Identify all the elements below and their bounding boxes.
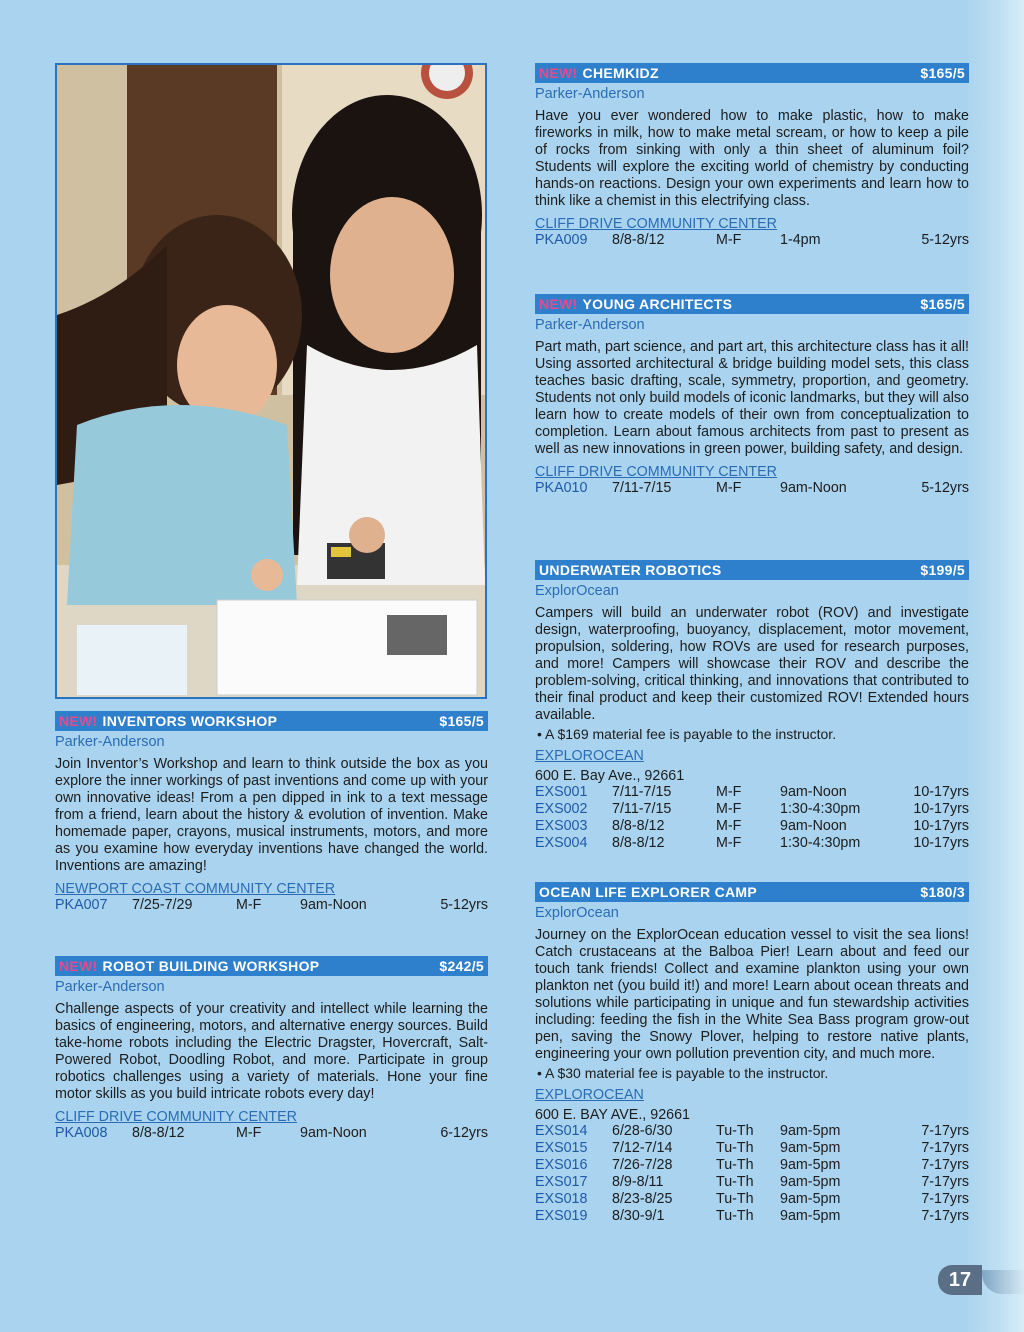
location-address: 600 E. BAY AVE., 92661 <box>535 1107 690 1123</box>
session-days: M-F <box>716 480 742 496</box>
course-chemkidz <box>535 63 969 294</box>
course-title: ROBOT BUILDING WORKSHOP <box>102 958 320 974</box>
session-ages: 10-17yrs <box>913 818 969 834</box>
session-time: 9am-Noon <box>780 784 847 800</box>
hero-photo <box>55 63 487 699</box>
course-header-bar <box>535 560 969 580</box>
course-description: Join Inventor’s Workshop and learn to think outside the box as you explore the inner workings of past inventions and come up with your own innovative ideas! From a pen dipped in ink to a text message from a friend, learn about the history & evolution of invention. Make homemade paper, crayons, musical instruments, motors, and more as you examine how everyday inventions have changed the world. Inventions are amazing! <box>55 756 488 874</box>
session-dates: 7/11-7/15 <box>612 480 672 496</box>
course-title: UNDERWATER ROBOTICS <box>539 562 722 578</box>
course-ocean-life-explorer-camp <box>535 882 969 1225</box>
course-description: Challenge aspects of your creativity and intellect while learning the basics of engineering, motors, and alternative energy sources. Build take-home robots including the Electric Dragster, Hovercraft, Salt-Powered Robot, Doodling Robot, and more. Participate in group robotics challenges using a variety of materials. Hone your fine motor skills as you build intricate robots every day! <box>55 1001 488 1102</box>
session-ages: 7-17yrs <box>921 1123 969 1139</box>
session-ages: 5-12yrs <box>921 232 969 248</box>
course-header-bar <box>55 956 488 976</box>
course-title: YOUNG ARCHITECTS <box>582 296 733 312</box>
session-ages: 7-17yrs <box>921 1174 969 1190</box>
session-ages: 10-17yrs <box>913 801 969 817</box>
session-code[interactable]: PKA007 <box>55 897 108 913</box>
session-dates: 8/8-8/12 <box>612 818 665 834</box>
session-row <box>535 801 969 818</box>
course-price: $165/5 <box>920 65 965 81</box>
session-ages: 5-12yrs <box>440 897 488 913</box>
session-row <box>535 784 969 801</box>
session-dates: 8/8-8/12 <box>612 232 665 248</box>
session-code[interactable]: EXS004 <box>535 835 588 851</box>
session-dates: 6/28-6/30 <box>612 1123 673 1139</box>
session-time: 9am-5pm <box>780 1157 841 1173</box>
course-price: $199/5 <box>920 562 965 578</box>
session-days: M-F <box>716 232 742 248</box>
left-column <box>55 711 488 1142</box>
location-link[interactable]: EXPLOROCEAN <box>535 1087 644 1103</box>
material-fee-note: • A $169 material fee is payable to the instructor. <box>537 726 837 742</box>
session-days: M-F <box>716 801 742 817</box>
course-description: Part math, part science, and part art, this architecture class has it all! Using assorted architectural & bridge building model sets, this class teaches basic drafting, scale, symmetry, proportion, and geometry. Students not only build models of iconic landmarks, but they will also learn how to create models of their own from conceptualization to completion. Learn about famous architects from past to present as well as new innovations in green power, building safety, and design. <box>535 339 969 457</box>
session-code[interactable]: EXS015 <box>535 1140 588 1156</box>
session-row <box>535 1191 969 1208</box>
session-row <box>535 835 969 852</box>
session-table <box>55 1125 488 1142</box>
new-label: NEW! <box>59 713 98 729</box>
session-code[interactable]: EXS017 <box>535 1174 588 1190</box>
session-ages: 7-17yrs <box>921 1157 969 1173</box>
course-title: OCEAN LIFE EXPLORER CAMP <box>539 884 757 900</box>
course-provider: Parker-Anderson <box>55 734 165 750</box>
course-title-group <box>539 65 659 81</box>
session-table <box>535 1123 969 1225</box>
session-row <box>535 480 969 497</box>
session-code[interactable]: EXS019 <box>535 1208 588 1224</box>
session-time: 9am-Noon <box>300 1125 367 1141</box>
session-dates: 7/11-7/15 <box>612 801 672 817</box>
session-time: 9am-5pm <box>780 1140 841 1156</box>
course-description: Journey on the ExplorOcean education vessel to visit the sea lions! Catch crustaceans at the Balboa Pier! Learn about and feed our touch tank friends! Collect and examine plankton using your own plankton net (you build it!) and more! Learn about ocean threats and solutions while participating in unique and fun stewardship activities including: feeding the fish in the White Sea Bass program grow-out pen, saving the Snowy Plover, helping to restore native plants, engineering your own pollution prevention city, and much more. <box>535 927 969 1062</box>
session-time: 1:30-4:30pm <box>780 835 861 851</box>
session-days: Tu-Th <box>716 1208 754 1224</box>
course-price: $242/5 <box>439 958 484 974</box>
background-wave <box>964 0 1024 1332</box>
session-code[interactable]: EXS018 <box>535 1191 588 1207</box>
session-time: 1:30-4:30pm <box>780 801 861 817</box>
session-row <box>535 818 969 835</box>
session-days: M-F <box>236 1125 262 1141</box>
location-address: 600 E. Bay Ave., 92661 <box>535 768 685 784</box>
course-title: INVENTORS WORKSHOP <box>102 713 278 729</box>
session-days: M-F <box>716 818 742 834</box>
course-description: Campers will build an underwater robot (ROV) and investigate design, waterproofing, buoyancy, displacement, motor movement, propulsion, soldering, how ROVs are used for research purposes, and more! Campers will showcase their ROV and describe the problem-solving, critical thinking, and innovations that contributed to their final product and keep their customized ROV! Extended hours available. <box>535 605 969 723</box>
course-provider: ExplorOcean <box>535 583 619 599</box>
course-provider: Parker-Anderson <box>535 86 645 102</box>
session-row <box>55 1125 488 1142</box>
session-dates: 7/26-7/28 <box>612 1157 673 1173</box>
course-header-bar <box>55 711 488 731</box>
session-table <box>55 897 488 914</box>
session-row <box>535 1174 969 1191</box>
session-row <box>535 1123 969 1140</box>
course-title-group <box>59 713 277 729</box>
session-time: 9am-Noon <box>780 480 847 496</box>
session-time: 9am-5pm <box>780 1123 841 1139</box>
session-ages: 7-17yrs <box>921 1191 969 1207</box>
course-robot-building-workshop <box>55 956 488 1142</box>
location-link[interactable]: CLIFF DRIVE COMMUNITY CENTER <box>535 216 777 232</box>
session-row <box>535 1157 969 1174</box>
course-title-group <box>539 296 732 312</box>
session-ages: 10-17yrs <box>913 835 969 851</box>
session-dates: 8/9-8/11 <box>612 1174 664 1190</box>
material-fee-note: • A $30 material fee is payable to the instructor. <box>537 1065 829 1081</box>
session-days: Tu-Th <box>716 1123 754 1139</box>
session-days: M-F <box>716 835 742 851</box>
course-title-group <box>59 958 319 974</box>
session-dates: 8/23-8/25 <box>612 1191 673 1207</box>
new-label: NEW! <box>539 296 578 312</box>
course-header-bar <box>535 63 969 83</box>
session-code[interactable]: EXS016 <box>535 1157 588 1173</box>
session-code[interactable]: EXS014 <box>535 1123 588 1139</box>
session-days: Tu-Th <box>716 1191 754 1207</box>
session-ages: 5-12yrs <box>921 480 969 496</box>
session-code[interactable]: EXS002 <box>535 801 588 817</box>
session-code[interactable]: PKA010 <box>535 480 588 496</box>
course-header-bar <box>535 294 969 314</box>
session-ages: 7-17yrs <box>921 1140 969 1156</box>
session-time: 9am-Noon <box>780 818 847 834</box>
session-table <box>535 232 969 249</box>
session-row <box>535 1140 969 1157</box>
page-number: 17 <box>938 1265 982 1295</box>
course-title: CHEMKIDZ <box>582 65 659 81</box>
session-code[interactable]: PKA009 <box>535 232 588 248</box>
session-dates: 8/8-8/12 <box>612 835 665 851</box>
session-ages: 6-12yrs <box>440 1125 488 1141</box>
course-inventors-workshop <box>55 711 488 956</box>
session-code[interactable]: PKA008 <box>55 1125 108 1141</box>
session-time: 9am-5pm <box>780 1174 841 1190</box>
session-row <box>535 1208 969 1225</box>
course-provider: Parker-Anderson <box>535 317 645 333</box>
session-dates: 8/30-9/1 <box>612 1208 665 1224</box>
course-price: $180/3 <box>920 884 965 900</box>
session-dates: 7/25-7/29 <box>132 897 193 913</box>
session-ages: 10-17yrs <box>913 784 969 800</box>
course-provider: Parker-Anderson <box>55 979 165 995</box>
session-time: 9am-Noon <box>300 897 367 913</box>
new-label: NEW! <box>59 958 98 974</box>
location-link[interactable]: NEWPORT COAST COMMUNITY CENTER <box>55 881 336 897</box>
session-ages: 7-17yrs <box>921 1208 969 1224</box>
session-days: M-F <box>236 897 262 913</box>
session-row <box>55 897 488 914</box>
session-days: Tu-Th <box>716 1157 754 1173</box>
session-dates: 7/12-7/14 <box>612 1140 673 1156</box>
course-header-bar <box>535 882 969 902</box>
new-label: NEW! <box>539 65 578 81</box>
session-time: 9am-5pm <box>780 1191 841 1207</box>
session-code[interactable]: EXS001 <box>535 784 588 800</box>
course-underwater-robotics <box>535 560 969 882</box>
session-dates: 8/8-8/12 <box>132 1125 185 1141</box>
session-days: Tu-Th <box>716 1140 754 1156</box>
course-provider: ExplorOcean <box>535 905 619 921</box>
location-link[interactable]: CLIFF DRIVE COMMUNITY CENTER <box>55 1109 297 1125</box>
right-column <box>535 63 969 1225</box>
location-link[interactable]: EXPLOROCEAN <box>535 748 644 764</box>
session-days: Tu-Th <box>716 1174 754 1190</box>
course-price: $165/5 <box>920 296 965 312</box>
session-days: M-F <box>716 784 742 800</box>
session-table <box>535 480 969 497</box>
session-time: 9am-5pm <box>780 1208 841 1224</box>
course-description: Have you ever wondered how to make plastic, how to make fireworks in milk, how to make metal scream, or how to keep a pile of rocks from sinking with only a thin sheet of aluminum foil? Students will explore the exciting world of chemistry by conducting hands-on reactions. Design your own experiments and learn how to think like a chemist in this electrifying class. <box>535 108 969 209</box>
session-code[interactable]: EXS003 <box>535 818 588 834</box>
session-time: 1-4pm <box>780 232 821 248</box>
session-dates: 7/11-7/15 <box>612 784 672 800</box>
course-price: $165/5 <box>439 713 484 729</box>
session-table <box>535 784 969 852</box>
course-young-architects <box>535 294 969 560</box>
location-link[interactable]: CLIFF DRIVE COMMUNITY CENTER <box>535 464 777 480</box>
session-row <box>535 232 969 249</box>
